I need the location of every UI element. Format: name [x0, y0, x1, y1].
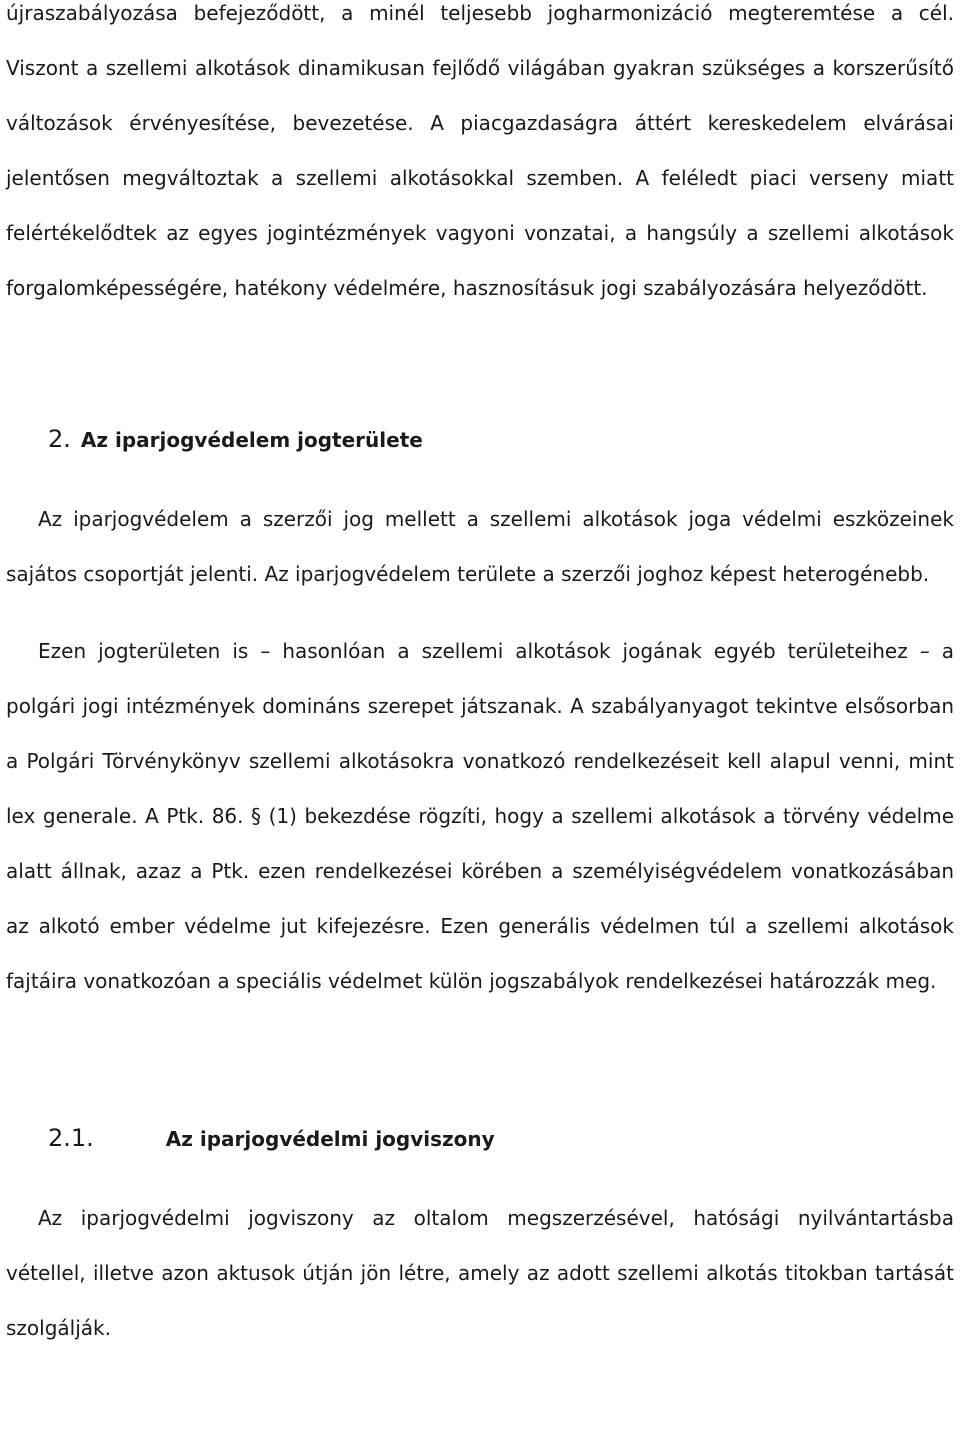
intro-paragraph: újraszabályozása befejeződött, a minél teljesebb jogharmonizáció megteremtése a cél. Viszont a szellemi alkotások dinamikusan fejlődő világában gyakran szükséges a korszerűsítő változások érvényesítése, bevezetése. A piacgazdaságra áttért kereskedelem elvárásai jelentősen megváltoztak a szellemi alkotásokkal szemben. A feléledt piaci verseny miatt felértékelődtek az egyes jogintézmények vagyoni vonzatai, a hangsúly a szellemi alkotások forgalomképességére, hatékony védelmére, hasznosításuk jogi szabályozására helyeződött.	[6, 1, 954, 300]
section-number: 2.1.	[48, 1124, 94, 1152]
section-title: Az iparjogvédelem jogterülete	[80, 428, 423, 452]
section-heading-2	[6, 412, 954, 468]
section-heading-2-1	[6, 1111, 954, 1167]
section-title: Az iparjogvédelmi jogviszony	[165, 1127, 495, 1151]
section-2-paragraph-1: Az iparjogvédelem a szerzői jog mellett a szellemi alkotások joga védelmi eszközeinek sajátos csoportját jelenti. Az iparjogvédelem területe a szerzői joghoz képest heterogénebb.	[6, 507, 954, 586]
section-2-1-paragraph-1: Az iparjogvédelmi jogviszony az oltalom megszerzésével, hatósági nyilvántartásba vétellel, illetve azon aktusok útján jön létre, amely az adott szellemi alkotás titokban tartását szolgálják.	[6, 1206, 954, 1340]
document-page	[6, 0, 954, 1356]
section-2-paragraph-2: Ezen jogterületen is – hasonlóan a szellemi alkotások jogának egyéb területeihez – a polgári jogi intézmények domináns szerepet játszanak. A szabályanyagot tekintve elsősorban a Polgári Törvénykönyv szellemi alkotásokra vonatkozó rendelkezéseit kell alapul venni, mint lex generale. A Ptk. 86. § (1) bekezdése rögzíti, hogy a szellemi alkotások a törvény védelme alatt állnak, azaz a Ptk. ezen rendelkezései körében a személyiségvédelem vonatkozásában az alkotó ember védelme jut kifejezésre. Ezen generális védelmen túl a szellemi alkotások fajtáira vonatkozóan a speciális védelmet külön jogszabályok rendelkezései határozzák meg.	[6, 639, 954, 993]
section-number: 2.	[48, 425, 71, 453]
